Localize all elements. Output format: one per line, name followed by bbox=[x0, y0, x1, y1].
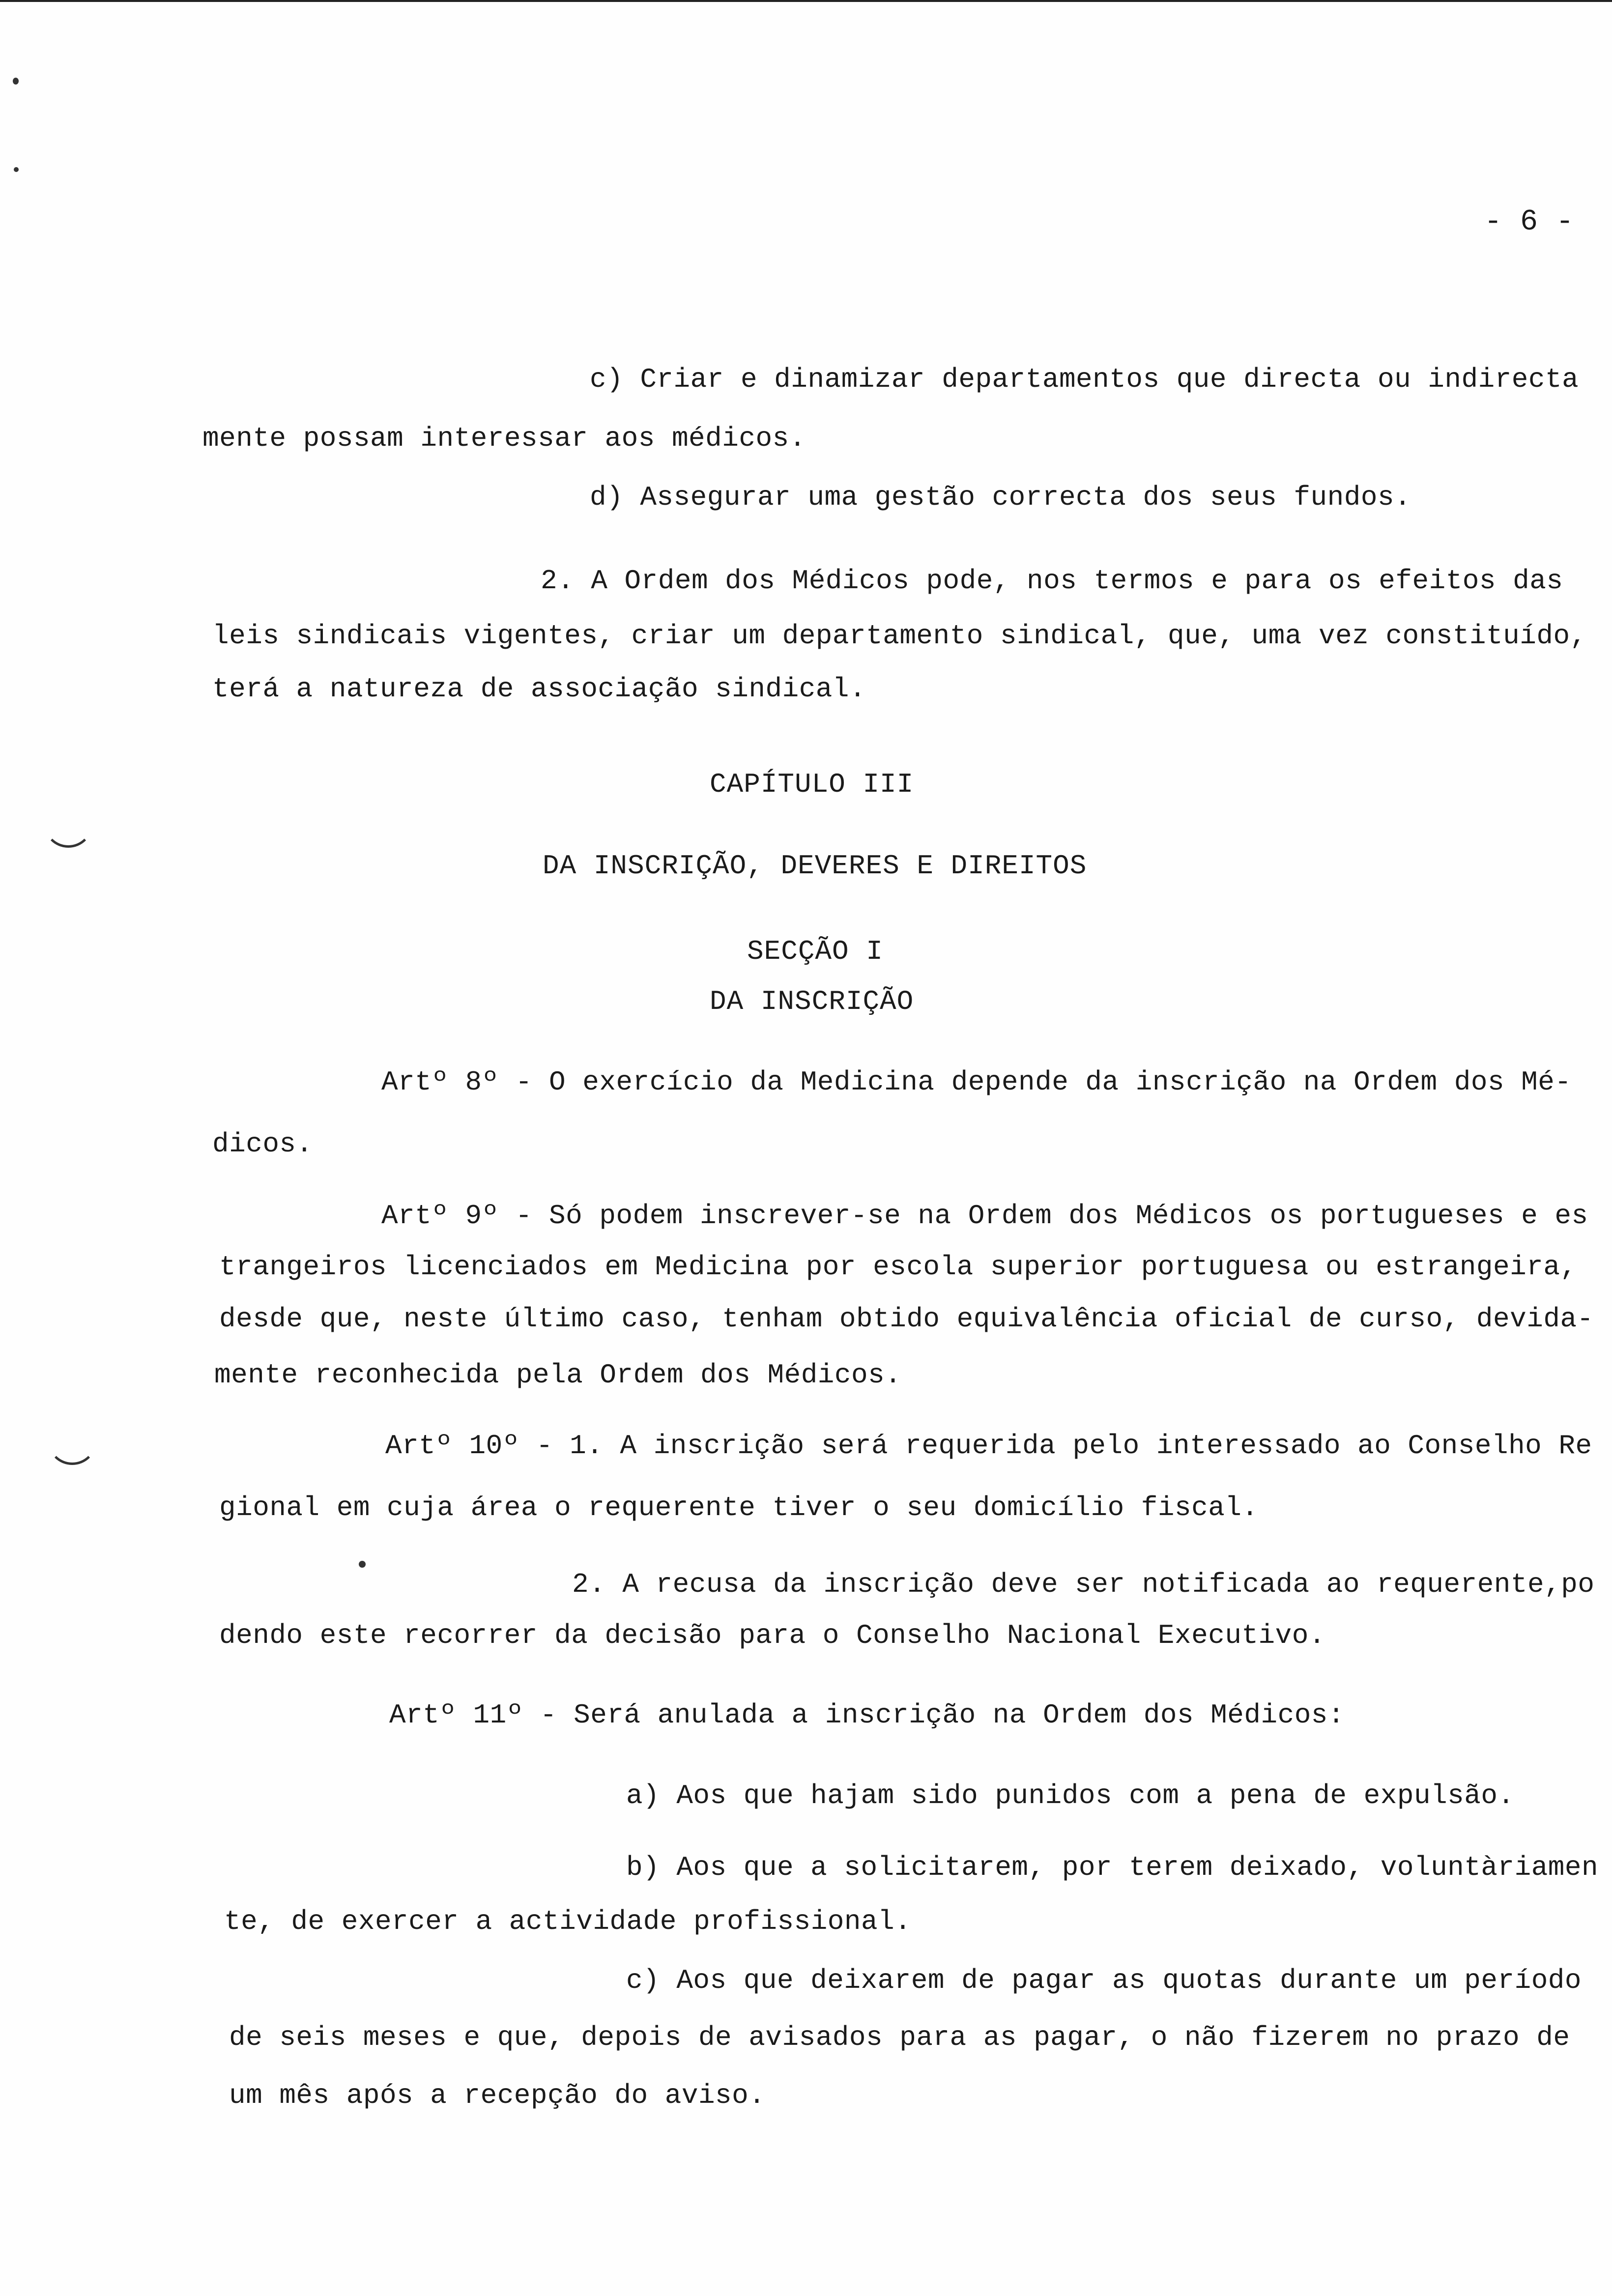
text-line: leis sindicais vigentes, criar um departamento sindical, que, uma vez constituído, bbox=[212, 620, 1587, 652]
page-number: - 6 - bbox=[1484, 205, 1574, 239]
article-10-line: Artº 10º - 1. A inscrição será requerida pelo interessado ao Conselho Re bbox=[385, 1430, 1592, 1462]
article-9-line: trangeiros licenciados em Medicina por escola superior portuguesa ou estrangeira, bbox=[219, 1251, 1577, 1283]
section-title: DA INSCRIÇÃO bbox=[710, 986, 914, 1017]
scan-speck bbox=[13, 78, 19, 85]
article-11-line: a) Aos que hajam sido punidos com a pena de expulsão. bbox=[626, 1780, 1515, 1811]
article-11-line: Artº 11º - Será anulada a inscrição na Ordem dos Médicos: bbox=[389, 1699, 1345, 1731]
text-line: c) Criar e dinamizar departamentos que directa ou indirecta bbox=[590, 364, 1579, 395]
chapter-heading: CAPÍTULO III bbox=[710, 769, 914, 800]
text-line: mente possam interessar aos médicos. bbox=[202, 423, 806, 454]
article-10-line: dendo este recorrer da decisão para o Conselho Nacional Executivo. bbox=[219, 1620, 1325, 1651]
article-9-line: desde que, neste último caso, tenham obtido equivalência oficial de curso, devida- bbox=[219, 1303, 1594, 1335]
chapter-title: DA INSCRIÇÃO, DEVERES E DIREITOS bbox=[543, 850, 1087, 882]
binding-hole-mark bbox=[47, 1435, 97, 1465]
text-line: d) Assegurar uma gestão correcta dos seus fundos. bbox=[590, 482, 1411, 513]
article-11-line: b) Aos que a solicitarem, por terem deixado, voluntàriamen bbox=[626, 1852, 1599, 1883]
scan-top-border bbox=[0, 0, 1612, 2]
text-line: terá a natureza de associação sindical. bbox=[212, 673, 866, 705]
scan-speck bbox=[14, 167, 19, 172]
article-8-line: Artº 8º - O exercício da Medicina depende da inscrição na Ordem dos Mé- bbox=[381, 1066, 1572, 1098]
article-10-line: 2. A recusa da inscrição deve ser notificada ao requerente,po bbox=[572, 1569, 1595, 1600]
article-11-line: te, de exercer a actividade profissional. bbox=[224, 1906, 912, 1937]
scan-speck bbox=[359, 1561, 366, 1568]
section-heading: SECÇÃO I bbox=[747, 936, 883, 967]
article-11-line: de seis meses e que, depois de avisados para as pagar, o não fizerem no prazo de bbox=[229, 2022, 1570, 2053]
article-9-line: Artº 9º - Só podem inscrever-se na Ordem dos Médicos os portugueses e es bbox=[381, 1200, 1588, 1232]
text-line: 2. A Ordem dos Médicos pode, nos termos e para os efeitos das bbox=[541, 565, 1563, 597]
binding-hole-mark bbox=[43, 816, 93, 848]
article-11-line: c) Aos que deixarem de pagar as quotas durante um período bbox=[626, 1965, 1582, 1996]
article-11-line: um mês após a recepção do aviso. bbox=[229, 2080, 766, 2111]
article-8-line: dicos. bbox=[212, 1128, 313, 1160]
article-9-line: mente reconhecida pela Ordem dos Médicos. bbox=[214, 1359, 902, 1391]
article-10-line: gional em cuja área o requerente tiver o seu domicílio fiscal. bbox=[219, 1492, 1259, 1523]
